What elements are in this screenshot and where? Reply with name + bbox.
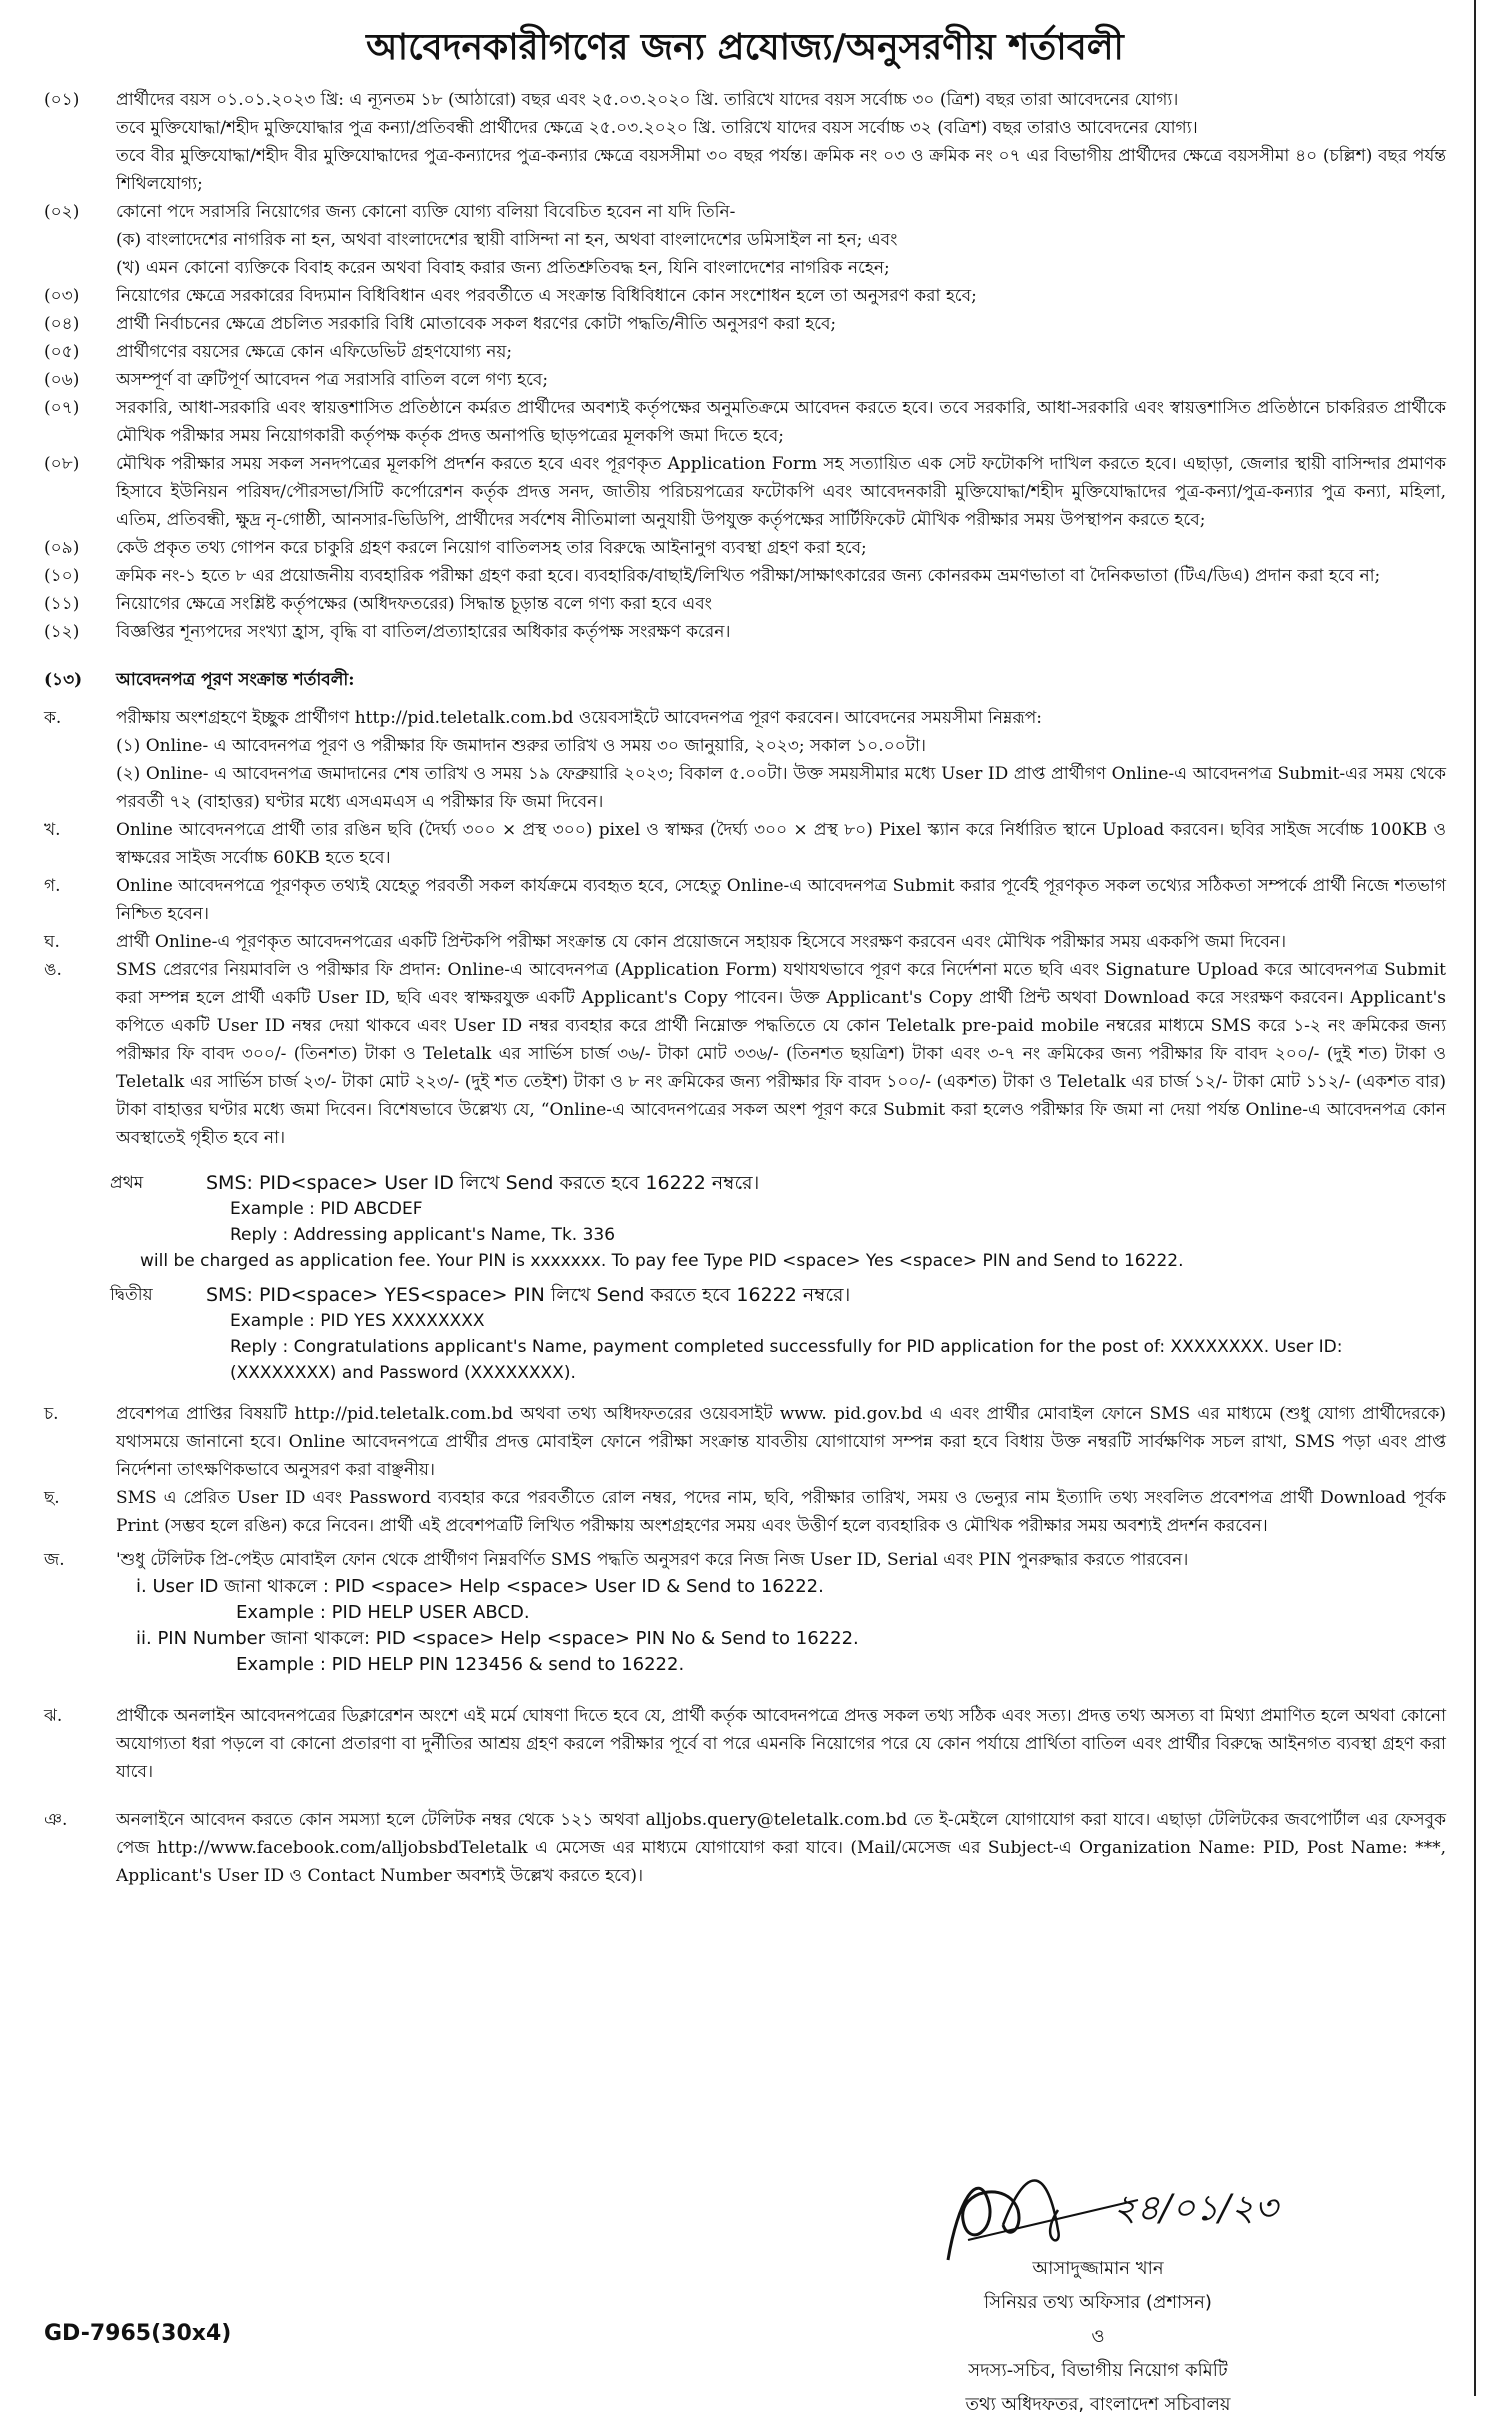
- sms-first-reply: Reply : Addressing applicant's Name, Tk. 336: [230, 1225, 616, 1245]
- sms-second-reply: Reply : Congratulations applicant's Name, payment completed successfully for PID application for the post of: XXXXXXXX. User ID: (XXXXXXXX) and Password (XXXXXXXX).: [230, 1337, 1343, 1383]
- condition-line: (ক) বাংলাদেশের নাগরিক না হন, অথবা বাংলাদেশের স্থায়ী বাসিন্দা না হন, অথবা বাংলাদেশের ডমিসাইল না হন; এবং: [116, 230, 898, 250]
- item-nya-label: ঞ.: [44, 1810, 68, 1830]
- signatory-office: তথ্য অধিদফতর, বাংলাদেশ সচিবালয়: [965, 2394, 1231, 2415]
- item-ja-list: [136, 1574, 1446, 1678]
- condition-line: নিয়োগের ক্ষেত্রে সরকারের বিদ্যমান বিধিবিধান এবং পরবর্তীতে এ সংক্রান্ত বিধিবিধানে কোন সংশোধন হলে তা অনুসরণ করা হবে;: [116, 286, 977, 306]
- signature-date: ২৪/০১/২৩: [1113, 2188, 1278, 2229]
- s13-item: [44, 816, 1446, 872]
- s13-number: ঙ.: [44, 960, 62, 980]
- condition-line: সরকারি, আধা-সরকারি এবং স্বায়ত্তশাসিত প্রতিষ্ঠানে কর্মরত প্রার্থীদের অবশ্যই কর্তৃপক্ষের অনুমতিক্রমে আবেদন করতে হবে। তবে সরকারি, আধা-সরকারি এবং স্বায়ত্তশাসিত প্রতিষ্ঠানে চাকরিরত প্রার্থীকে মৌখিক পরীক্ষার সময় নিয়োগকারী কর্তৃপক্ষ কর্তৃক প্রদত্ত অনাপত্তি ছাড়পত্রের মূলকপি জমা দিতে হবে;: [116, 398, 1446, 446]
- section-13-number: (১৩): [44, 670, 83, 690]
- signatory-conjunction: ও: [1091, 2326, 1105, 2347]
- condition-line: প্রার্থী নির্বাচনের ক্ষেত্রে প্রচলিত সরকারি বিধি মোতাবেক সকল ধরণের কোটা পদ্ধতি/নীতি অনুসরণ করা হবে;: [116, 314, 837, 334]
- s13-line: SMS প্রেরণের নিয়মাবলি ও পরীক্ষার ফি প্রদান: Online-এ আবেদনপত্র (Application Form) যথাযথভাবে পূরণ করে নির্দেশনা মতে ছবি এবং Signature Upload করে আবেদনপত্র Submit করা সম্পন্ন হলে প্রার্থী একটি User ID, ছবি এবং স্বাক্ষরযুক্ত একটি Applicant's Copy পাবেন। উক্ত Applicant's Copy প্রার্থী প্রিন্ট অথবা Download করে সংরক্ষণ করবেন। Applicant's কপিতে একটি User ID নম্বর দেয়া থাকবে এবং User ID নম্বর ব্যবহার করে প্রার্থী নিম্নোক্ত পদ্ধতিতে যে কোন Teletalk pre-paid mobile নম্বরের মাধ্যমে SMS করে ১-২ নং ক্রমিকের জন্য পরীক্ষার ফি বাবদ ৩০০/- (তিনশত) টাকা ও Teletalk এর সার্ভিস চার্জ ৩৬/- টাকা মোট ৩৩৬/- (তিনশত ছয়ত্রিশ) টাকা এবং ৩-৭ নং ক্রমিকের জন্য পরীক্ষার ফি বাবদ ২০০/- (দুই শত) টাকা ও Teletalk এর সার্ভিস চার্জ ২৩/- টাকা মোট ২২৩/- (দুই শত তেইশ) টাকা ও ৮ নং ক্রমিকের জন্য পরীক্ষার ফি বাবদ ১০০/- (একশত) টাকা ও Teletalk এর চার্জ ১২/- টাকা মোট ১১২/- (একশত বার) টাকা বাহাত্তর ঘণ্টার মধ্যে জমা দিবেন। বিশেষভাবে উল্লেখ্য যে, “Online-এ আবেদনপত্রের সকল অংশ পূরণ করে Submit করা হলেও পরীক্ষার ফি জমা না দেয়া পর্যন্ত Online-এ আবেদনপত্র কোন অবস্থাতেই গৃহীত হবে না।: [116, 960, 1446, 1148]
- sms-second-label: দ্বিতীয়: [110, 1285, 153, 1305]
- s13b-text: [116, 1484, 1446, 1540]
- condition-line: বিজ্ঞপ্তির শূন্যপদের সংখ্যা হ্রাস, বৃদ্ধি বা বাতিল/প্রত্যাহারের অধিকার কর্তৃপক্ষ সংরক্ষণ করেন।: [116, 622, 731, 642]
- page-title: আবেদনকারীগণের জন্য প্রযোজ্য/অনুসরণীয় শর্তাবলী: [366, 27, 1124, 68]
- condition-text: [116, 590, 1446, 618]
- s13-line: (২) Online- এ আবেদনপত্র জমাদানের শেষ তারিখ ও সময় ১৯ ফেব্রুয়ারি ২০২৩; বিকাল ৫.০০টা। উক্ত সময়সীমার মধ্যে User ID প্রাপ্ত প্রার্থীগণ Online-এ আবেদনপত্র Submit-এর সময় থেকে পরবর্তী ৭২ (বাহাত্তর) ঘণ্টার মধ্যে এসএমএস এ পরীক্ষার ফি জমা দিবেন।: [116, 764, 1446, 812]
- s13b-line: প্রবেশপত্র প্রাপ্তির বিষয়টি http://pid.teletalk.com.bd অথবা তথ্য অধিদফতরের ওয়েবসাইট www. pid.gov.bd এ এবং প্রার্থীর মোবাইল ফোনে SMS এর মাধ্যমে (শুধু যোগ্য প্রার্থীদেরকে) যথাসময়ে জানানো হবে। Online আবেদনপত্রে প্রার্থীর প্রদত্ত মোবাইল ফোনে পরীক্ষা সংক্রান্ত যাবতীয় যোগাযোগ সম্পন্ন করা হবে বিধায় উক্ত নম্বরটি সার্বক্ষণিক সচল রাখা, SMS পড়া এবং প্রাপ্ত নির্দেশনা তাৎক্ষণিকভাবে অনুসরণ করা বাঞ্ছনীয়।: [116, 1404, 1446, 1480]
- condition-text: [116, 310, 1446, 338]
- condition-text: [116, 394, 1446, 450]
- sms-second-example: Example : PID YES XXXXXXXX: [230, 1311, 485, 1331]
- condition-text: [116, 366, 1446, 394]
- condition-item: [44, 282, 1446, 310]
- s13-line: প্রার্থী Online-এ পূরণকৃত আবেদনপত্রের একটি প্রিন্টকপি পরীক্ষা সংক্রান্ত যে কোন প্রয়োজনে সহায়ক হিসেবে সংরক্ষণ করবেন এবং মৌখিক পরীক্ষার সময় এককপি জমা দিবেন।: [116, 932, 1287, 952]
- condition-number: (০৪): [44, 314, 80, 334]
- s13-text: [116, 956, 1446, 1152]
- s13b-text: [116, 1400, 1446, 1484]
- sms-first-command: SMS: PID<space> User ID লিখে Send করতে হবে 16222 নম্বরে।: [206, 1172, 760, 1194]
- condition-line: কেউ প্রকৃত তথ্য গোপন করে চাকুরি গ্রহণ করলে নিয়োগ বাতিলসহ তার বিরুদ্ধে আইনানুগ ব্যবস্থা গ্রহণ করা হবে;: [116, 538, 867, 558]
- condition-number: (১২): [44, 622, 80, 642]
- condition-line: তবে বীর মুক্তিযোদ্ধা/শহীদ বীর মুক্তিযোদ্ধাদের পুত্র-কন্যাদের পুত্র-কন্যার ক্ষেত্রে বয়সসীমা ৩০ বছর পর্যন্ত। ক্রমিক নং ০৩ ও ক্রমিক নং ০৭ এর বিভাগীয় প্রার্থীদের ক্ষেত্রে বয়সসীমা ৪০ (চল্লিশ) বছর পর্যন্ত শিথিলযোগ্য;: [116, 146, 1446, 194]
- condition-item: [44, 534, 1446, 562]
- condition-item: [44, 562, 1446, 590]
- condition-text: [116, 534, 1446, 562]
- sms-first-reply-cont: will be charged as application fee. Your PIN is xxxxxxx. To pay fee Type PID <space> Yes <space> PIN and Send to 16222.: [140, 1251, 1184, 1271]
- s13-item: [44, 704, 1446, 816]
- condition-item: [44, 450, 1446, 534]
- spacer: [110, 1274, 1446, 1282]
- s13-line: পরীক্ষায় অংশগ্রহণে ইচ্ছুক প্রার্থীগণ http://pid.teletalk.com.bd ওয়েবসাইটে আবেদনপত্র পূরণ করবেন। আবেদনের সময়সীমা নিম্নরূপ:: [116, 708, 1043, 728]
- condition-line: অসম্পূর্ণ বা ত্রুটিপূর্ণ আবেদন পত্র সরাসরি বাতিল বলে গণ্য হবে;: [116, 370, 549, 390]
- s13-item: [44, 928, 1446, 956]
- s13-line: Online আবেদনপত্রে প্রার্থী তার রঙিন ছবি (দৈর্ঘ্য ৩০০ × প্রস্থ ৩০০) pixel ও স্বাক্ষর (দৈর্ঘ্য ৩০০ × প্রস্থ ৮০) Pixel স্ক্যান করে নির্ধারিত স্থানে Upload করবেন। ছবির সাইজ সর্বোচ্চ 100KB ও স্বাক্ষরের সাইজ সর্বোচ্চ 60KB হতে হবে।: [116, 820, 1446, 868]
- condition-number: (১০): [44, 566, 80, 586]
- condition-item: [44, 590, 1446, 618]
- condition-number: (১১): [44, 594, 80, 614]
- s13-line: (১) Online- এ আবেদনপত্র পূরণ ও পরীক্ষার ফি জমাদান শুরুর তারিখ ও সময় ৩০ জানুয়ারি, ২০২৩; সকাল ১০.০০টা।: [116, 736, 926, 756]
- item-ja-ii-example: Example : PID HELP PIN 123456 & send to 16222.: [236, 1654, 685, 1675]
- condition-line: প্রার্থীগণের বয়সের ক্ষেত্রে কোন এফিডেভিট গ্রহণযোগ্য নয়;: [116, 342, 513, 362]
- s13b-item: [44, 1484, 1446, 1540]
- sms-instructions: [110, 1170, 1446, 1386]
- signatory-role: সদস্য-সচিব, বিভাগীয় নিয়োগ কমিটি: [968, 2360, 1228, 2381]
- sms-first-line: [110, 1170, 1446, 1196]
- condition-item: [44, 198, 1446, 282]
- condition-number: (০১): [44, 90, 80, 110]
- s13-number: খ.: [44, 820, 61, 840]
- condition-number: (০৮): [44, 454, 80, 474]
- condition-number: (০২): [44, 202, 80, 222]
- condition-line: ক্রমিক নং-১ হতে ৮ এর প্রয়োজনীয় ব্যবহারিক পরীক্ষা গ্রহণ করা হবে। ব্যবহারিক/বাছাই/লিখিত পরীক্ষা/সাক্ষাৎকারের জন্য কোনরকম ভ্রমণভাতা বা দৈনিকভাতা (টিএ/ডিএ) প্রদান করা হবে না;: [116, 566, 1381, 586]
- item-ja-ii: ii. PIN Number জানা থাকলে: PID <space> Help <space> PIN No & Send to 16222.: [136, 1628, 859, 1649]
- item-jha-text: প্রার্থীকে অনলাইন আবেদনপত্রের ডিক্লারেশন অংশে এই মর্মে ঘোষণা দিতে হবে যে, প্রার্থী কর্তৃক আবেদনপত্রে প্রদত্ত সকল তথ্য সঠিক এবং সত্য। প্রদত্ত তথ্য অসত্য বা মিথ্যা প্রমাণিত হলে অথবা কোনো অযোগ্যতা ধরা পড়লে বা কোনো প্রতারণা বা দুর্নীতির আশ্রয় গ্রহণ করলে পরীক্ষার পূর্বে বা পরে এমনকি নিয়োগের পরে যে কোন পর্যায়ে প্রার্থিতা বাতিল এবং প্রার্থীর বিরুদ্ধে আইনগত ব্যবস্থা গ্রহণ করা যাবে।: [116, 1706, 1446, 1782]
- s13-text: [116, 928, 1446, 956]
- signature-block: [818, 2252, 1378, 2422]
- s13-number: ঘ.: [44, 932, 60, 952]
- condition-text: [116, 198, 1446, 282]
- condition-line: নিয়োগের ক্ষেত্রে সংশ্লিষ্ট কর্তৃপক্ষের (অধিদফতরের) সিদ্ধান্ত চূড়ান্ত বলে গণ্য করা হবে এবং: [116, 594, 712, 614]
- section-13-items-2: [44, 1400, 1446, 1540]
- condition-item: [44, 310, 1446, 338]
- s13b-number: চ.: [44, 1404, 59, 1424]
- item-ja-body: [116, 1546, 1446, 1678]
- condition-text: [116, 282, 1446, 310]
- condition-number: (০৯): [44, 538, 80, 558]
- condition-number: (০৫): [44, 342, 80, 362]
- condition-line: তবে মুক্তিযোদ্ধা/শহীদ মুক্তিযোদ্ধার পুত্র কন্যা/প্রতিবন্ধী প্রার্থীদের ক্ষেত্রে ২৫.০৩.২০২০ খ্রি. তারিখে যাদের বয়স সর্বোচ্চ ৩২ (বত্রিশ) বছর তারাও আবেদনের যোগ্য।: [116, 118, 1198, 138]
- item-jha: [44, 1702, 1446, 1786]
- gd-code: GD-7965(30x4): [44, 2321, 232, 2346]
- item-jha-label: ঝ.: [44, 1706, 63, 1726]
- s13-number: ক.: [44, 708, 62, 728]
- condition-text: [116, 450, 1446, 534]
- item-ja: [44, 1546, 1446, 1678]
- condition-item: [44, 394, 1446, 450]
- s13-number: গ.: [44, 876, 61, 896]
- sms-second-command: SMS: PID<space> YES<space> PIN লিখে Send করতে হবে 16222 নম্বরে।: [206, 1284, 851, 1306]
- condition-number: (০৬): [44, 370, 80, 390]
- item-nya: [44, 1806, 1446, 1890]
- item-ja-i-example: Example : PID HELP USER ABCD.: [236, 1602, 530, 1623]
- condition-text: [116, 618, 1446, 646]
- signatory-name: আসাদুজ্জামান খান: [1032, 2258, 1164, 2279]
- item-nya-text: অনলাইনে আবেদন করতে কোন সমস্যা হলে টেলিটক নম্বর থেকে ১২১ অথবা alljobs.query@teletalk.com.bd তে ই-মেইলে যোগাযোগ করা যাবে। এছাড়া টেলিটকের জবপোর্টাল এর ফেসবুক পেজ http://www.facebook.com/alljobsbdTeletalk এ মেসেজ এর মাধ্যমে যোগাযোগ করা যাবে। (Mail/মেসেজ এর Subject-এ Organization Name: PID, Post Name: ***, Applicant's User ID ও Contact Number অবশ্যই উল্লেখ করতে হবে)।: [116, 1810, 1446, 1886]
- condition-line: (খ) এমন কোনো ব্যক্তিকে বিবাহ করেন অথবা বিবাহ করার জন্য প্রতিশ্রুতিবদ্ধ হন, যিনি বাংলাদেশের নাগরিক নহেন;: [116, 258, 890, 278]
- condition-text: [116, 86, 1446, 198]
- section-13-items: [44, 704, 1446, 1152]
- s13-text: [116, 872, 1446, 928]
- condition-text: [116, 338, 1446, 366]
- item-ja-intro: 'শুধু টেলিটক প্রি-পেইড মোবাইল ফোন থেকে প্রার্থীগণ নিম্নবর্ণিত SMS পদ্ধতি অনুসরণ করে নিজ নিজ User ID, Serial এবং PIN পুনরুদ্ধার করতে পারবেন।: [116, 1550, 1189, 1570]
- condition-number: (০৩): [44, 286, 80, 306]
- s13b-item: [44, 1400, 1446, 1484]
- s13-item: [44, 956, 1446, 1152]
- condition-item: [44, 366, 1446, 394]
- item-ja-label: জ.: [44, 1550, 65, 1570]
- s13b-line: SMS এ প্রেরিত User ID এবং Password ব্যবহার করে পরবর্তীতে রোল নম্বর, পদের নাম, ছবি, পরীক্ষার তারিখ, সময় ও ভেন্যুর নাম ইত্যাদি তথ্য সংবলিত প্রবেশপত্র প্রার্থী Download পূর্বক Print (সম্ভব হলে রঙিন) করে নিবেন। প্রার্থী এই প্রবেশপত্রটি লিখিত পরীক্ষায় অংশগ্রহণের সময় এবং উত্তীর্ণ হলে ব্যবহারিক ও মৌখিক পরীক্ষার সময় অবশ্যই প্রদর্শন করবেন।: [116, 1488, 1446, 1536]
- sms-first-example: Example : PID ABCDEF: [230, 1199, 423, 1219]
- condition-line: প্রার্থীদের বয়স ০১.০১.২০২৩ খ্রি: এ ন্যূনতম ১৮ (আঠারো) বছর এবং ২৫.০৩.২০২০ খ্রি. তারিখে যাদের বয়স সর্বোচ্চ ৩০ (ত্রিশ) বছর তারা আবেদনের যোগ্য।: [116, 90, 1179, 110]
- condition-item: [44, 86, 1446, 198]
- condition-line: কোনো পদে সরাসরি নিয়োগের জন্য কোনো ব্যক্তি যোগ্য বলিয়া বিবেচিত হবেন না যদি তিনি-: [116, 202, 736, 222]
- sms-second-line: [110, 1282, 1446, 1308]
- section-13-heading: [44, 666, 1446, 694]
- condition-line: মৌখিক পরীক্ষার সময় সকল সনদপত্রের মূলকপি প্রদর্শন করতে হবে এবং পূরণকৃত Application Form সহ সত্যায়িত এক সেট ফটোকপি দাখিল করতে হবে। এছাড়া, জেলার স্থায়ী বাসিন্দার প্রমাণক হিসাবে ইউনিয়ন পরিষদ/পৌরসভা/সিটি কর্পোরেশন কর্তৃক প্রদত্ত সনদ, জাতীয় পরিচয়পত্রের ফটোকপি এবং আবেদনকারী মুক্তিযোদ্ধা/শহীদ মুক্তিযোদ্ধাদের পুত্র-কন্যা/পুত্র-কন্যার পুত্র কন্যা, মহিলা, এতিম, প্রতিবন্ধী, ক্ষুদ্র নৃ-গোষ্ঠী, আনসার-ভিডিপি, প্রার্থীদের সর্বশেষ নীতিমালা অনুযায়ী উপযুক্ত কর্তৃপক্ষের সার্টিফিকেট মৌখিক পরীক্ষার সময় উপস্থাপন করতে হবে;: [116, 454, 1446, 530]
- page-border-line: [1474, 0, 1476, 2396]
- s13-line: Online আবেদনপত্রে পূরণকৃত তথ্যই যেহেতু পরবর্তী সকল কার্যক্রমে ব্যবহৃত হবে, সেহেতু Online-এ আবেদনপত্র Submit করার পূর্বেই পূরণকৃত সকল তথ্যের সঠিকতা সম্পর্কে প্রার্থী নিজে শতভাগ নিশ্চিত হবেন।: [116, 876, 1446, 924]
- conditions-list: [44, 86, 1446, 646]
- condition-number: (০৭): [44, 398, 80, 418]
- signatory-designation: সিনিয়র তথ্য অফিসার (প্রশাসন): [984, 2292, 1212, 2313]
- s13-item: [44, 872, 1446, 928]
- item-ja-i: i. User ID জানা থাকলে : PID <space> Help <space> User ID & Send to 16222.: [136, 1576, 824, 1597]
- s13b-number: ছ.: [44, 1488, 60, 1508]
- s13-text: [116, 816, 1446, 872]
- condition-text: [116, 562, 1446, 590]
- condition-item: [44, 618, 1446, 646]
- section-13-title: আবেদনপত্র পূরণ সংক্রান্ত শর্তাবলী:: [116, 670, 355, 690]
- sms-first-label: প্রথম: [110, 1173, 144, 1193]
- condition-item: [44, 338, 1446, 366]
- s13-text: [116, 704, 1446, 816]
